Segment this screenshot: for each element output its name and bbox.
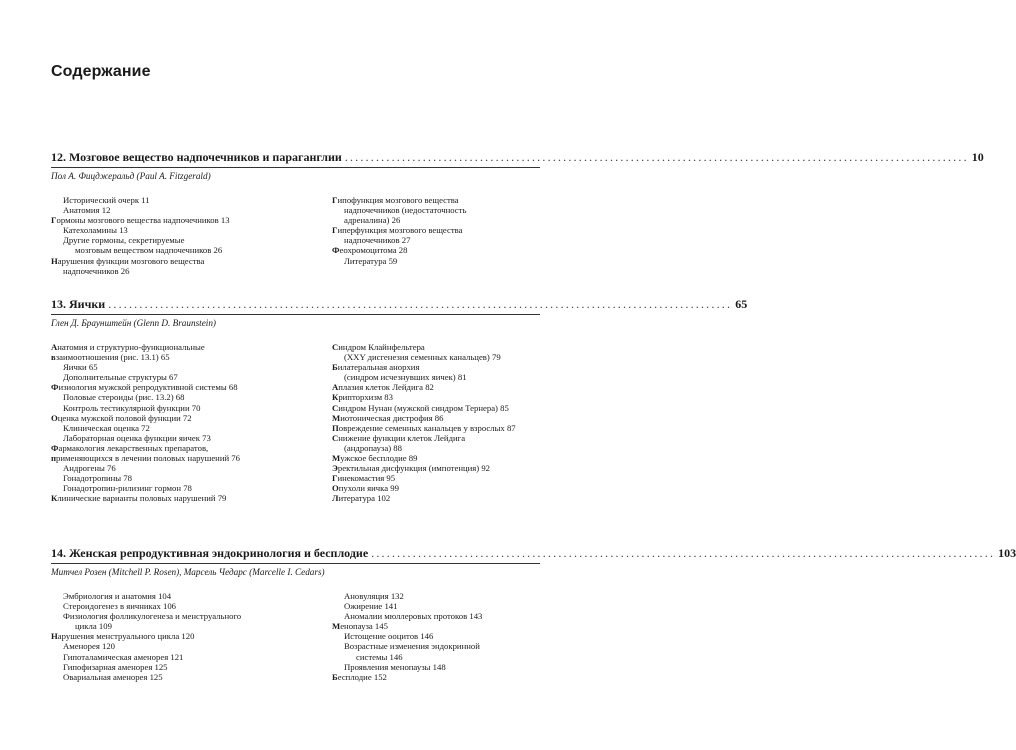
toc-entry-initial: Б [332, 362, 338, 373]
toc-entry[interactable]: Овариальная аменорея 125 [63, 671, 163, 682]
chapter-title: 13. Яички [51, 297, 106, 311]
toc-entry[interactable]: Катехоламины 13 [63, 225, 128, 236]
toc-entry[interactable] [332, 672, 540, 682]
toc-entry[interactable]: системы 146 [356, 651, 403, 662]
toc-entry[interactable] [51, 631, 332, 641]
chapter-heading[interactable] [51, 297, 748, 312]
chapter-heading[interactable] [51, 150, 984, 165]
toc-entry-initial: К [51, 493, 58, 504]
toc-entry-text: арушения менструального цикла 120 [57, 631, 195, 642]
toc-entry-initial: Г [332, 225, 338, 236]
toc-entry[interactable] [332, 463, 540, 473]
toc-entry-initial: А [332, 382, 339, 393]
toc-entry-initial: П [332, 422, 339, 433]
toc-entry-initial: С [332, 432, 339, 443]
toc-entry[interactable]: Литература 59 [344, 255, 398, 266]
toc-entry[interactable] [332, 195, 540, 205]
toc-entry[interactable]: Клиническая оценка 72 [63, 422, 150, 433]
toc-entry-initial: Ф [332, 245, 340, 256]
toc-entry[interactable] [332, 433, 540, 443]
toc-column-left [51, 195, 332, 276]
toc-entry-initial: Н [51, 631, 58, 642]
chapter-rule [51, 167, 540, 168]
toc-entry[interactable] [51, 382, 332, 392]
toc-column-right [332, 342, 540, 504]
chapter-title: 12. Мозговое вещество надпочечников и параганглии [51, 150, 342, 164]
toc-entry[interactable] [332, 403, 540, 413]
toc-entry-text: армакология лекарственных препаратов, [58, 442, 209, 453]
toc-entry[interactable] [332, 245, 540, 255]
toc-entry-text: инекомастия 95 [337, 473, 396, 484]
chapter-14 [51, 546, 1016, 682]
toc-entry[interactable]: надпочечников (недостаточность [344, 205, 467, 216]
page-title: Содержание [51, 63, 151, 80]
toc-entry[interactable] [51, 256, 332, 266]
toc-entry-text: линические варианты половых нарушений 79 [57, 493, 227, 504]
toc-entry[interactable]: Гипофизарная аменорея 125 [63, 661, 168, 672]
toc-entry-text: ормоны мозгового вещества надпочечников 13 [56, 215, 230, 226]
toc-entry[interactable]: Ановуляция 132 [344, 591, 404, 601]
chapter-12 [51, 150, 984, 276]
toc-entry-text: нижение функции клеток Лейдига [338, 432, 466, 443]
toc-entry[interactable]: Гонадотропин-рилизинг гормон 78 [63, 483, 192, 494]
toc-column-left [51, 591, 332, 682]
toc-entry-text: иперфункция мозгового вещества [337, 225, 463, 236]
toc-entry[interactable]: Другие гормоны, секретируемые [63, 235, 185, 246]
toc-entry[interactable] [51, 342, 332, 352]
toc-entry[interactable]: (андропауза) 88 [344, 442, 402, 453]
toc-entry[interactable]: Исторический очерк 11 [63, 195, 150, 205]
chapter-page-number: 65 [735, 297, 748, 311]
toc-column-right [332, 195, 540, 276]
toc-entry[interactable]: Яички 65 [63, 362, 98, 373]
toc-entry[interactable]: Контроль тестикулярной функции 70 [63, 402, 201, 413]
toc-entry-initial: Н [51, 255, 58, 266]
chapter-rule [51, 314, 540, 315]
toc-column-right [332, 591, 540, 682]
toc-entry[interactable]: Дополнительные структуры 67 [63, 372, 178, 383]
toc-entry-text: еохромоцитома 28 [339, 245, 408, 256]
toc-entry[interactable]: Стероидогенез в яичниках 106 [63, 601, 177, 612]
dot-leader: ........................................................................................................................ [344, 150, 969, 164]
toc-entry[interactable]: Аменорея 120 [63, 641, 116, 652]
chapter-authors: Митчел Розен (Mitchell P. Rosen), Марсель Чедарс (Marcelle I. Cedars) [51, 567, 325, 577]
toc-entry-text: овреждение семенных канальцев у взрослых 87 [338, 422, 516, 433]
toc-entry-text: индром Нунан (мужской синдром Тернера) 85 [338, 402, 509, 413]
toc-entry-initial: п [51, 453, 57, 464]
toc-entry[interactable] [332, 342, 540, 352]
toc-entry-text: заимоотношения (рис. 13.1) 65 [55, 352, 170, 363]
toc-entry[interactable] [332, 483, 540, 493]
toc-entry[interactable]: адреналина) 26 [344, 215, 401, 226]
toc-entry-initial: Ф [51, 442, 59, 453]
toc-entry[interactable]: Аномалии мюллеровых протоков 143 [344, 611, 483, 622]
toc-entry-text: ректильная дисфункция (импотенция) 92 [337, 463, 491, 474]
toc-entry-text: индром Клайнфельтера [338, 342, 425, 352]
toc-entry[interactable] [332, 392, 540, 402]
toc-entry[interactable]: Истощение ооцитов 146 [344, 631, 434, 642]
toc-entry[interactable] [332, 362, 540, 372]
toc-entry-initial: Ф [51, 382, 59, 393]
chapter-page-number: 10 [971, 150, 984, 164]
toc-entry[interactable]: Андрогены 76 [63, 463, 116, 474]
toc-entry[interactable] [51, 493, 332, 503]
toc-entry[interactable]: (XXY дисгенезия семенных канальцев) 79 [344, 352, 501, 363]
toc-entry-text: ипофункция мозгового вещества [337, 195, 459, 205]
chapter-authors: Глен Д. Браунштейн (Glenn D. Braunstein) [51, 318, 216, 328]
toc-entry-initial: А [51, 342, 58, 352]
toc-entry-initial: О [332, 483, 339, 494]
toc-entry[interactable]: Гипоталамическая аменорея 121 [63, 651, 184, 662]
toc-entry[interactable] [51, 352, 332, 362]
toc-entry[interactable]: Гонадотропины 78 [63, 473, 132, 484]
toc-entry-text: плазия клеток Лейдига 82 [338, 382, 434, 393]
toc-entry[interactable]: Возрастные изменения эндокринной [344, 641, 480, 652]
toc-entry-text: рипторхизм 83 [338, 392, 393, 403]
toc-entry[interactable] [51, 413, 332, 423]
toc-entry-initial: Г [332, 473, 338, 484]
toc-entry-text: енопауза 145 [340, 621, 388, 632]
toc-entry-text: натомия и структурно-функциональные [57, 342, 205, 352]
toc-entry[interactable]: цикла 109 [75, 621, 112, 632]
chapter-heading[interactable] [51, 546, 1016, 561]
toc-entry-initial: Л [332, 493, 339, 504]
toc-entry[interactable] [332, 493, 540, 503]
toc-entry[interactable] [51, 453, 332, 463]
toc-entry[interactable] [332, 621, 540, 631]
toc-entry[interactable] [51, 443, 332, 453]
dot-leader: ........................................................................................................................ [371, 546, 996, 560]
toc-entry[interactable]: надпочечников 26 [63, 265, 130, 276]
toc-entry-text: итература 102 [338, 493, 391, 504]
toc-entry-initial: С [332, 342, 339, 352]
toc-entry-initial: Г [332, 195, 338, 205]
toc-entry[interactable] [332, 473, 540, 483]
chapter-13 [51, 297, 748, 504]
toc-entry[interactable]: Проявления менопаузы 148 [344, 661, 446, 672]
toc-entry-initial: Б [332, 671, 338, 682]
toc-entry[interactable]: (синдром исчезнувших яичек) 81 [344, 372, 467, 383]
toc-entry[interactable]: мозговым веществом надпочечников 26 [75, 245, 223, 256]
toc-entry-text: пухоли яичка 99 [338, 483, 399, 494]
toc-entry[interactable] [332, 225, 540, 235]
toc-entry-initial: М [332, 453, 341, 464]
dot-leader: ........................................................................................................................ [108, 297, 733, 311]
chapter-page-number: 103 [998, 546, 1016, 560]
toc-entry-initial: С [332, 402, 339, 413]
toc-entry-initial: Г [51, 215, 57, 226]
toc-column-left [51, 342, 332, 504]
toc-entry[interactable]: Физиология фолликулогенеза и менструального [63, 611, 242, 622]
toc-entry[interactable] [332, 413, 540, 423]
toc-entry-text: ужское бесплодие 89 [340, 453, 418, 464]
toc-entry-initial: М [332, 412, 341, 423]
toc-entry-text: изиология мужской репродуктивной системы 68 [58, 382, 238, 393]
toc-entry[interactable] [332, 453, 540, 463]
chapter-title: 14. Женская репродуктивная эндокринология и бесплодие [51, 546, 369, 560]
toc-entry[interactable]: Анатомия 12 [63, 205, 111, 216]
toc-entry-text: иотоническая дистрофия 86 [340, 412, 444, 423]
toc-entry[interactable] [332, 382, 540, 392]
chapter-authors: Пол А. Фицджеральд (Paul A. Fitzgerald) [51, 171, 211, 181]
toc-entry[interactable] [51, 215, 332, 225]
toc-entry-text: рименяющихся в лечении половых нарушений 76 [56, 453, 240, 464]
toc-entry[interactable] [332, 423, 540, 433]
toc-entry-text: илатеральная анорхия [337, 362, 420, 373]
toc-entry[interactable]: Половые стероиды (рис. 13.2) 68 [63, 392, 185, 403]
toc-entry-text: есплодие 152 [337, 671, 387, 682]
toc-entry-text: арушения функции мозгового вещества [57, 255, 205, 266]
toc-entry-initial: К [332, 392, 339, 403]
toc-entry-initial: О [51, 412, 58, 423]
toc-entry[interactable]: Лабораторная оценка функции яичек 73 [63, 432, 211, 443]
toc-entry[interactable]: надпочечников 27 [344, 235, 411, 246]
toc-entry[interactable]: Ожирение 141 [344, 601, 398, 612]
toc-entry-initial: в [51, 352, 56, 363]
toc-entry[interactable]: Эмбриология и анатомия 104 [63, 591, 172, 601]
chapter-rule [51, 563, 540, 564]
toc-entry-initial: Э [332, 463, 338, 474]
toc-entry-initial: М [332, 621, 341, 632]
toc-entry-text: ценка мужской половой функции 72 [57, 412, 192, 423]
